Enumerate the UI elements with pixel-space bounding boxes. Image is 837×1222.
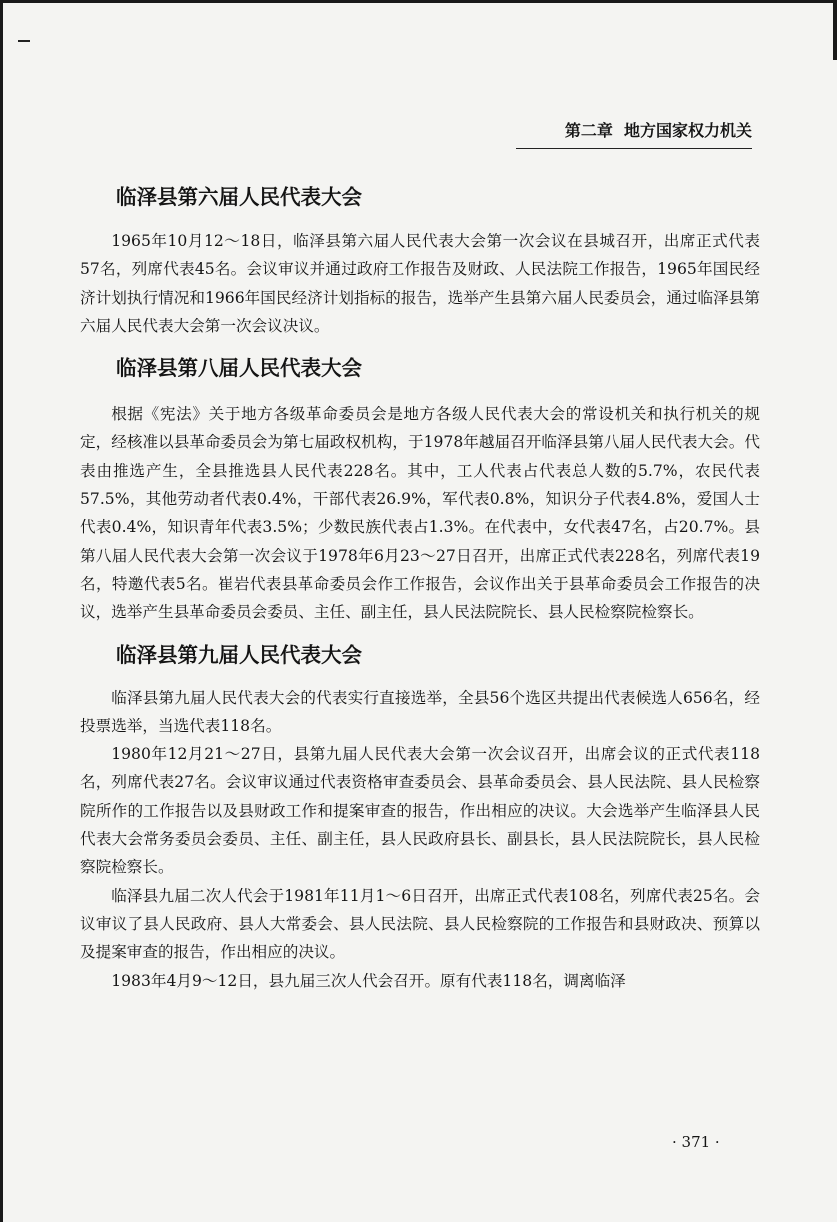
running-header — [516, 118, 752, 149]
paragraph: 临泽县第九届人民代表大会的代表实行直接选举，全县56个选区共提出代表候选人656名，经投票选举，当选代表118名。 — [80, 688, 760, 735]
section-eighth-congress — [80, 352, 760, 626]
scan-edge-top — [0, 0, 837, 5]
paragraph: 1980年12月21～27日，县第九届人民代表大会第一次会议召开，出席会议的正式代表118名，列席代表27名。会议审议通过代表资格审查委员会、县革命委员会、县人民法院、县人民检察院所作的工作报告以及县财政工作和提案审查的报告，作出相应的决议。大会选举产生临泽县人民代表大会常务委员会委员、主任、副主任，县人民政府县长、副县长，县人民法院院长，县人民检察院检察长。 — [80, 745, 760, 877]
paragraph: 1983年4月9～12日，县九届三次人代会召开。原有代表118名，调离临泽 — [111, 971, 626, 990]
section-heading: 临泽县第八届人民代表大会 — [116, 356, 362, 381]
page-body — [80, 181, 760, 995]
paragraph: 临泽县九届二次人代会于1981年11月1～6日召开，出席正式代表108名，列席代表25名。会议审议了县人民政府、县人大常委会、县人民法院、县人民检察院的工作报告和县财政决、预算以及提案审查的报告，作出相应的决议。 — [80, 886, 760, 962]
section-ninth-congress — [80, 639, 760, 995]
chapter-number: 第二章 — [564, 121, 613, 140]
header-rule — [516, 148, 752, 149]
paragraph: 根据《宪法》关于地方各级革命委员会是地方各级人民代表大会的常设机关和执行机关的规定，经核准以县革命委员会为第七届政权机构，于1978年越届召开临泽县第八届人民代表大会。代表由推选产生，全县推选县人民代表228名。其中，工人代表占代表总人数的5.7%，农民代表57.5%，其他劳动者代表0.4%，干部代表26.9%，军代表0.8%，知识分子代表4.8%，爱国人士代表0.4%，知识青年代表3.5%；少数民族代表占1.3%。在代表中，女代表47名，占20.7%。县第八届人民代表大会第一次会议于1978年6月23～27日召开，出席正式代表228名，列席代表19名，特邀代表5名。崔岩代表县革命委员会作工作报告，会议作出关于县革命委员会工作报告的决议，选举产生县革命委员会委员、主任、副主任，县人民法院院长、县人民检察院检察长。 — [80, 405, 760, 622]
chapter-title: 地方国家权力机关 — [623, 121, 752, 140]
section-heading: 临泽县第六届人民代表大会 — [116, 185, 362, 209]
page-number: · 371 · — [672, 1133, 720, 1151]
section-sixth-congress — [80, 181, 760, 340]
paragraph: 1965年10月12～18日，临泽县第六届人民代表大会第一次会议在县城召开，出席正式代表57名，列席代表45名。会议审议并通过政府工作报告及财政、人民法院工作报告，1965年国民经济计划执行情况和1966年国民经济计划指标的报告，选举产生县第六届人民委员会，通过临泽县第六届人民代表大会第一次会议决议。 — [80, 232, 760, 335]
scan-edge-right — [833, 0, 837, 60]
section-heading: 临泽县第九届人民代表大会 — [116, 642, 362, 667]
scan-edge-left — [0, 0, 3, 1222]
margin-mark — [18, 40, 30, 42]
